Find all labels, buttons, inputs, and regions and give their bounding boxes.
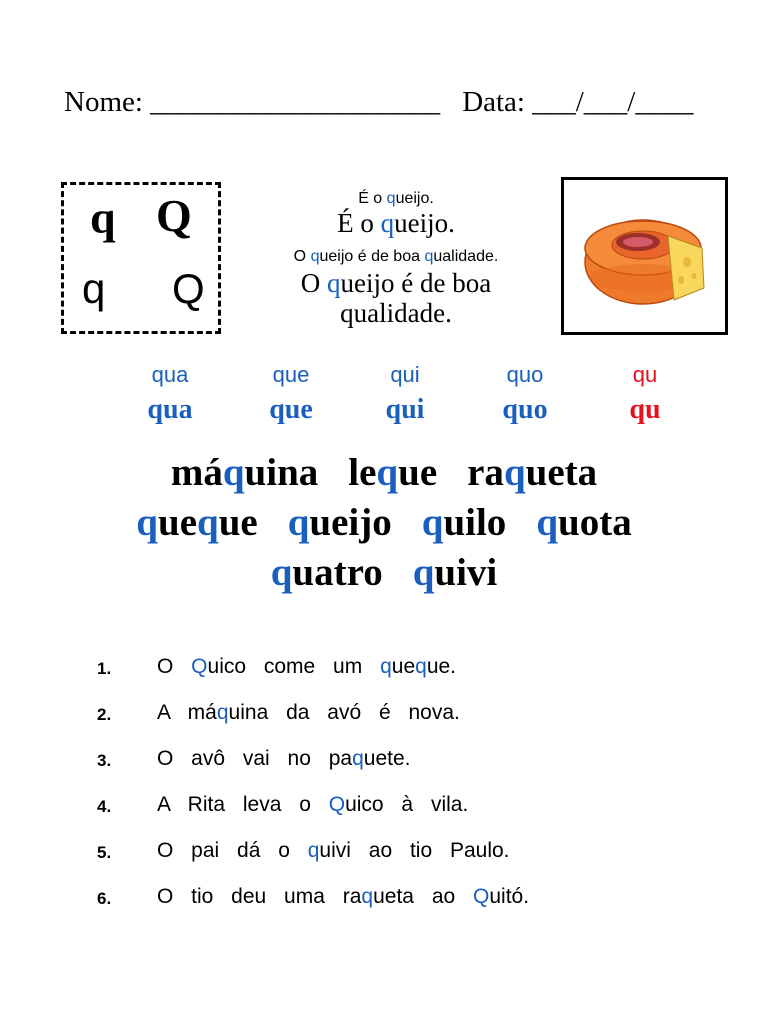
text-segment: ueijo é de boa	[319, 248, 425, 265]
highlight-q: q	[386, 190, 396, 207]
syllable-bold-qui: qui	[385, 394, 425, 425]
sentence-text	[157, 885, 529, 909]
nome-field[interactable]: Nome: ____________________	[64, 86, 441, 118]
text-segment: qualidade.	[340, 298, 452, 328]
highlight-q: q	[352, 747, 364, 770]
text-segment: ueta	[525, 451, 598, 494]
bold-uppercase-q: Q	[156, 190, 192, 241]
highlight-q: q	[197, 501, 219, 544]
word	[348, 451, 437, 494]
text-segment: O	[300, 268, 328, 298]
highlight-q: q	[136, 501, 158, 544]
text-segment: uatro	[292, 551, 383, 594]
sentence-text	[157, 701, 460, 725]
highlight-q: Q	[191, 655, 208, 678]
word-line-2	[0, 500, 768, 545]
syllable-plain-quo: quo	[506, 362, 544, 387]
text-segment: ue	[218, 501, 258, 544]
sentence-number: 1.	[97, 659, 112, 678]
text-segment: ueijo é de boa	[340, 268, 492, 298]
letter-box	[61, 182, 221, 334]
word	[136, 501, 257, 544]
text-segment: le	[348, 451, 377, 494]
highlight-q: q	[216, 701, 229, 724]
text-segment: uivi	[434, 551, 498, 594]
highlight-q: q	[503, 451, 526, 494]
data-field[interactable]: Data: ___/___/____	[462, 86, 694, 118]
text-segment: O tio deu uma ra	[157, 885, 362, 908]
word-line-1	[0, 450, 768, 495]
highlight-q: q	[310, 248, 320, 265]
syllable-plain-qua: qua	[151, 362, 189, 387]
example-line-3	[238, 246, 554, 268]
word	[536, 501, 631, 544]
text-segment: uivi ao tio Paulo.	[319, 839, 510, 862]
text-segment: uota	[558, 501, 632, 544]
text-segment: O	[293, 248, 311, 265]
text-segment: uina	[244, 451, 319, 494]
syllable-bold-qu: qu	[629, 394, 661, 425]
sentence-text	[157, 655, 456, 679]
highlight-q: q	[327, 268, 341, 298]
sentence-text	[157, 747, 411, 771]
header	[64, 86, 693, 119]
text-segment: uilo	[443, 501, 507, 544]
cheese-icon	[564, 180, 725, 332]
text-segment: ue	[391, 655, 416, 678]
sentence-number: 3.	[97, 751, 112, 770]
highlight-q: q	[424, 248, 434, 265]
text-segment: ueta ao	[373, 885, 474, 908]
word-line-3	[0, 550, 768, 595]
word	[171, 451, 318, 494]
highlight-q: q	[536, 501, 559, 544]
text-segment: ue.	[426, 655, 457, 678]
text-segment: O	[157, 655, 192, 678]
text-segment: É o	[358, 190, 387, 207]
example-sentences	[238, 188, 554, 334]
word	[413, 551, 498, 594]
word	[288, 501, 392, 544]
highlight-q: q	[421, 501, 444, 544]
text-segment: O avô vai no pa	[157, 747, 353, 770]
syllable-bold-qua: qua	[147, 394, 193, 425]
highlight-q: q	[380, 655, 392, 678]
text-segment: A Rita leva o	[157, 793, 329, 816]
sentence-text	[157, 839, 510, 863]
highlight-q: q	[380, 208, 395, 238]
highlight-q: q	[376, 451, 399, 494]
text-segment: uitó.	[489, 885, 530, 908]
text-segment: ue	[398, 451, 438, 494]
example-line-4	[238, 268, 554, 298]
text-segment: ueijo.	[394, 208, 455, 238]
highlight-q: q	[270, 551, 293, 594]
highlight-q: q	[307, 839, 320, 862]
highlight-q: Q	[473, 885, 490, 908]
syllable-plain-qui: qui	[390, 362, 420, 387]
word	[467, 451, 597, 494]
sentence-text	[157, 793, 468, 817]
text-segment: má	[170, 451, 223, 494]
plain-lowercase-q: q	[82, 265, 106, 312]
syllable-bold-quo: quo	[502, 394, 548, 425]
text-segment: uete.	[363, 747, 411, 770]
text-segment: uina da avó é nova.	[228, 701, 460, 724]
text-segment: O pai dá o	[157, 839, 308, 862]
sentence-number: 2.	[97, 705, 112, 724]
text-segment: ueijo.	[395, 190, 434, 207]
syllable-bold-que: que	[269, 394, 313, 425]
text-segment: ra	[467, 451, 504, 494]
word	[271, 551, 383, 594]
syllable-plain-que: que	[272, 362, 310, 387]
syllable-plain-qu: qu	[632, 362, 658, 387]
highlight-q: q	[412, 551, 435, 594]
example-line-5	[238, 298, 554, 328]
highlight-q: q	[415, 655, 427, 678]
text-segment: ualidade.	[433, 248, 499, 265]
sentence-number: 6.	[97, 889, 112, 908]
word	[422, 501, 507, 544]
text-segment: uico come um	[207, 655, 381, 678]
example-line-2	[238, 208, 554, 238]
text-segment: ueijo	[309, 501, 392, 544]
highlight-q: q	[287, 501, 310, 544]
highlight-q: q	[222, 451, 245, 494]
bold-lowercase-q: q	[90, 192, 116, 243]
text-segment: uico à vila.	[345, 793, 469, 816]
cheese-picture	[561, 177, 728, 335]
text-segment: ue	[158, 501, 197, 544]
plain-uppercase-q: Q	[172, 265, 205, 312]
sentence-number: 4.	[97, 797, 112, 816]
text-segment: É o	[337, 208, 381, 238]
text-segment: A má	[157, 701, 217, 724]
highlight-q: Q	[328, 793, 346, 816]
example-line-1	[238, 188, 554, 210]
sentence-number: 5.	[97, 843, 112, 862]
highlight-q: q	[361, 885, 374, 908]
